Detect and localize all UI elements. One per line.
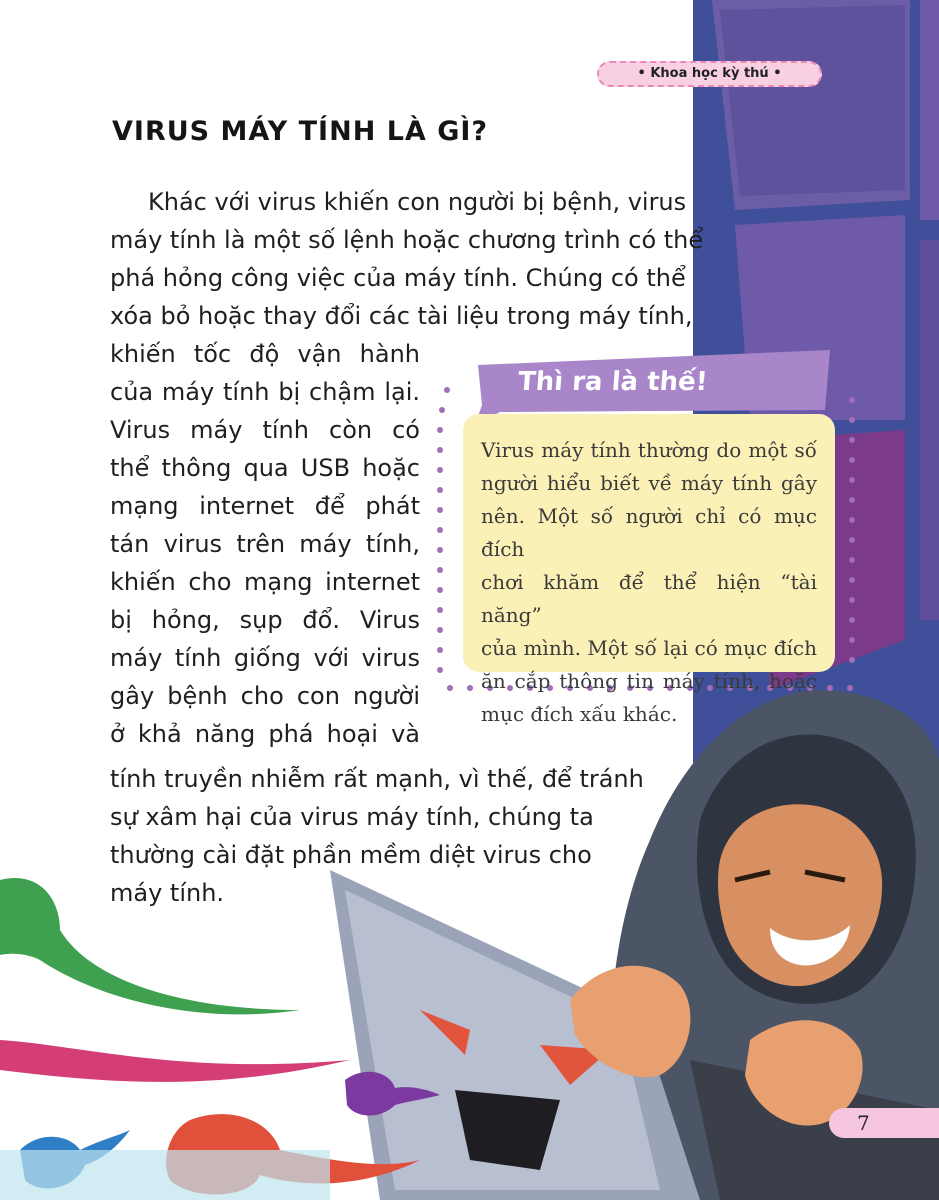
note-line: Virus máy tính thường do một số — [481, 438, 817, 462]
paragraph-line: khiến tốc độ vận hành — [110, 340, 420, 368]
paragraph-line: tán virus trên máy tính, — [110, 530, 420, 558]
paragraph-line: của máy tính bị chậm lại. — [110, 378, 420, 406]
paragraph-line: bị hỏng, sụp đổ. Virus — [110, 606, 420, 634]
paragraph-line: ở khả năng phá hoại và — [110, 720, 420, 748]
page-number: 7 — [829, 1108, 939, 1138]
section-tag: • Khoa học kỳ thú • — [597, 61, 822, 87]
paragraph-line: máy tính là một số lệnh hoặc chương trình có thể — [110, 226, 704, 254]
paragraph-top — [110, 183, 710, 335]
note-line: nên. Một số người chỉ có mục đích — [481, 504, 817, 561]
note-line: người hiểu biết về máy tính gây — [481, 471, 817, 495]
paragraph-line: thể thông qua USB hoặc — [110, 454, 420, 482]
paragraph-line: khiến cho mạng internet — [110, 568, 420, 596]
note-line: của mình. Một số lại có mục đích — [481, 636, 817, 660]
page-title: VIRUS MÁY TÍNH LÀ GÌ? — [112, 116, 489, 147]
paragraph-line: Khác với virus khiến con người bị bệnh, virus — [148, 188, 687, 216]
paragraph-narrow — [110, 335, 420, 753]
paragraph-line: máy tính. — [110, 879, 225, 907]
paragraph-line: Virus máy tính còn có — [110, 416, 420, 444]
paragraph-line: phá hỏng công việc của máy tính. Chúng có thể — [110, 264, 686, 292]
paragraph-line: sự xâm hại của virus máy tính, chúng ta — [110, 803, 594, 831]
paragraph-line: gây bệnh cho con người — [110, 682, 420, 710]
callout-banner-title: Thì ra là thế! — [516, 367, 709, 397]
note-line: chơi khăm để thể hiện “tài năng” — [481, 570, 817, 627]
paragraph-line: tính truyền nhiễm rất mạnh, vì thế, để tránh — [110, 765, 644, 793]
paragraph-line: thường cài đặt phần mềm diệt virus cho — [110, 841, 592, 869]
paragraph-bottom — [110, 760, 710, 912]
note-line: ăn cắp thông tin máy tính, hoặc — [481, 669, 817, 693]
note-line: mục đích xấu khác. — [481, 702, 678, 726]
paragraph-line: xóa bỏ hoặc thay đổi các tài liệu trong máy tính, — [110, 302, 693, 330]
paragraph-line: máy tính giống với virus — [110, 644, 420, 672]
paragraph-line: mạng internet để phát — [110, 492, 420, 520]
callout-note — [463, 414, 835, 726]
